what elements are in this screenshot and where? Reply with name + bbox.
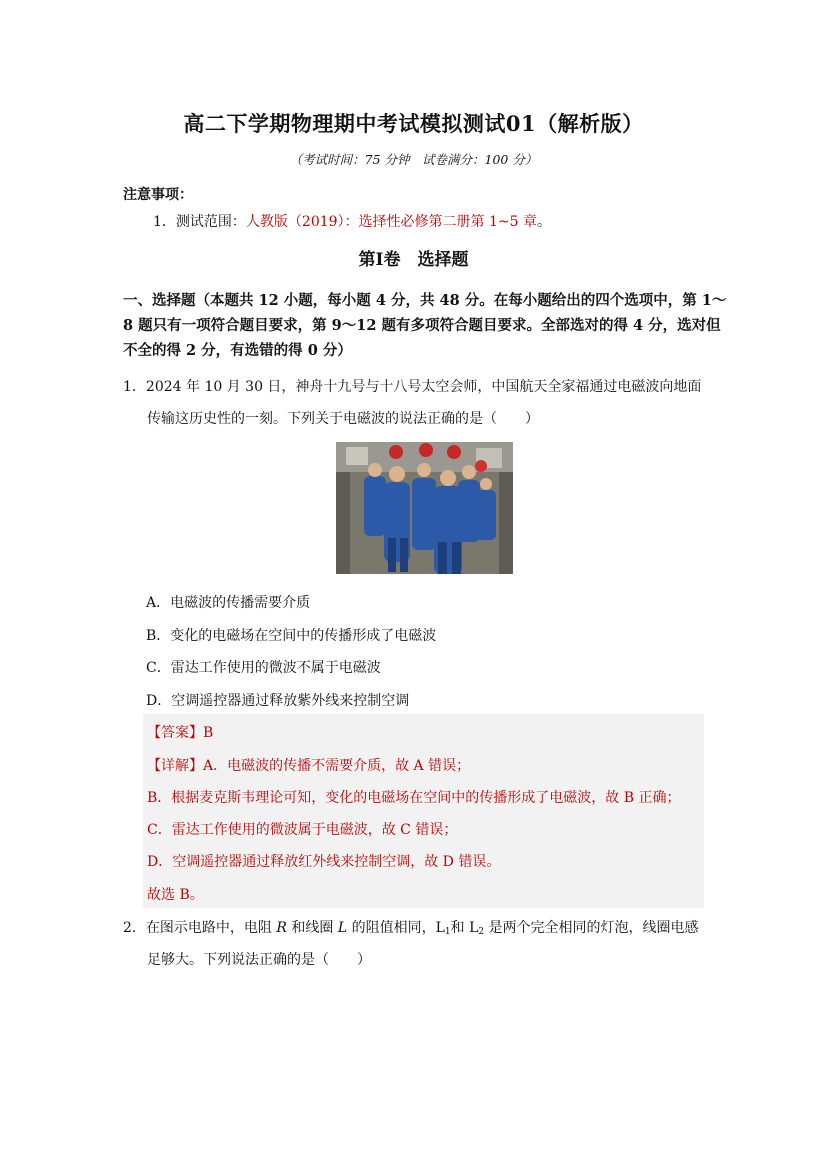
symbol-l1-subscript: 1 bbox=[444, 927, 451, 937]
astronauts-image bbox=[336, 442, 513, 574]
explanation-line-a bbox=[147, 755, 470, 775]
explanation-conclusion: 故选 B。 bbox=[147, 887, 204, 903]
notes-heading: 注意事项： bbox=[123, 187, 193, 203]
option-b: B．变化的电磁场在空间中的传播形成了电磁波 bbox=[146, 628, 437, 644]
question-text: 在图示电路中，电阻 bbox=[145, 920, 277, 936]
symbol-r: R bbox=[276, 920, 287, 936]
question-2-line-2: 足够大。下列说法正确的是（ ） bbox=[147, 952, 371, 968]
question-2-line bbox=[123, 917, 699, 937]
option-d: D．空调遥控器通过释放紫外线来控制空调 bbox=[146, 693, 410, 709]
explanation-line-b: B．根据麦克斯韦理论可知，变化的电磁场在空间中的传播形成了电磁波，故 B 正确； bbox=[147, 790, 681, 806]
explanation-text-a: A．电磁波的传播不需要介质，故 A 错误； bbox=[203, 758, 471, 774]
question-number: 1． bbox=[123, 379, 146, 395]
notes-item-suffix: 。 bbox=[537, 214, 551, 230]
part-heading-line: 8 题只有一项符合题目要求，第 9～12 题有多项符合题目要求。全部选对的得 4 分，选对但 bbox=[123, 317, 721, 334]
part-heading-line: 不全的得 2 分，有选错的得 0 分） bbox=[123, 342, 352, 359]
notes-item-prefix: 1．测试范围： bbox=[153, 214, 246, 230]
notes-item-scope-highlight: 人教版（2019）：选择性必修第二册第 1~5 章 bbox=[245, 214, 537, 230]
question-text: 的阻值相同， bbox=[347, 920, 436, 936]
part-heading bbox=[123, 288, 727, 363]
explanation-line-d: D．空调遥控器通过释放红外线来控制空调，故 D 错误。 bbox=[147, 854, 501, 870]
answer-label: 【答案】 bbox=[147, 725, 203, 741]
section-title: 第Ⅰ卷 选择题 bbox=[358, 250, 469, 270]
answer-panel bbox=[143, 714, 704, 908]
page-title: 高二下学期物理期中考试模拟测试01（解析版） bbox=[183, 111, 644, 136]
explanation-label: 【详解】 bbox=[147, 758, 203, 774]
question-text: 和线圈 bbox=[286, 920, 338, 936]
question-number: 2． bbox=[123, 920, 146, 936]
option-c: C．雷达工作使用的微波不属于电磁波 bbox=[146, 660, 381, 676]
astronauts-photo bbox=[336, 442, 513, 574]
question-text: 2024 年 10 月 30 日，神舟十九号与十八号太空会师，中国航天全家福通过电磁波向地面 bbox=[145, 379, 702, 395]
option-a: A．电磁波的传播需要介质 bbox=[146, 595, 311, 611]
symbol-l: L bbox=[337, 920, 348, 936]
notes-item-scope bbox=[153, 211, 551, 231]
question-1-line-2: 传输这历史性的一刻。下列关于电磁波的说法正确的是（ ） bbox=[147, 411, 539, 427]
symbol-l2-subscript: 2 bbox=[478, 927, 485, 937]
symbol-l1: L bbox=[435, 920, 445, 936]
symbol-l2: L bbox=[469, 920, 479, 936]
part-heading-line: 一、选择题（本题共 12 小题，每小题 4 分，共 48 分。在每小题给出的四个选项中，第 1～ bbox=[123, 292, 727, 309]
question-text: 是两个完全相同的灯泡，线圈电感 bbox=[484, 920, 699, 936]
answer-value: B bbox=[203, 725, 214, 741]
exam-info: （考试时间：75 分钟 试卷满分：100 分） bbox=[289, 152, 538, 167]
question-1-line bbox=[123, 376, 701, 396]
explanation-line-c: C．雷达工作使用的微波属于电磁波，故 C 错误； bbox=[147, 822, 458, 838]
question-text: 和 bbox=[450, 920, 470, 936]
answer-line bbox=[147, 722, 213, 742]
